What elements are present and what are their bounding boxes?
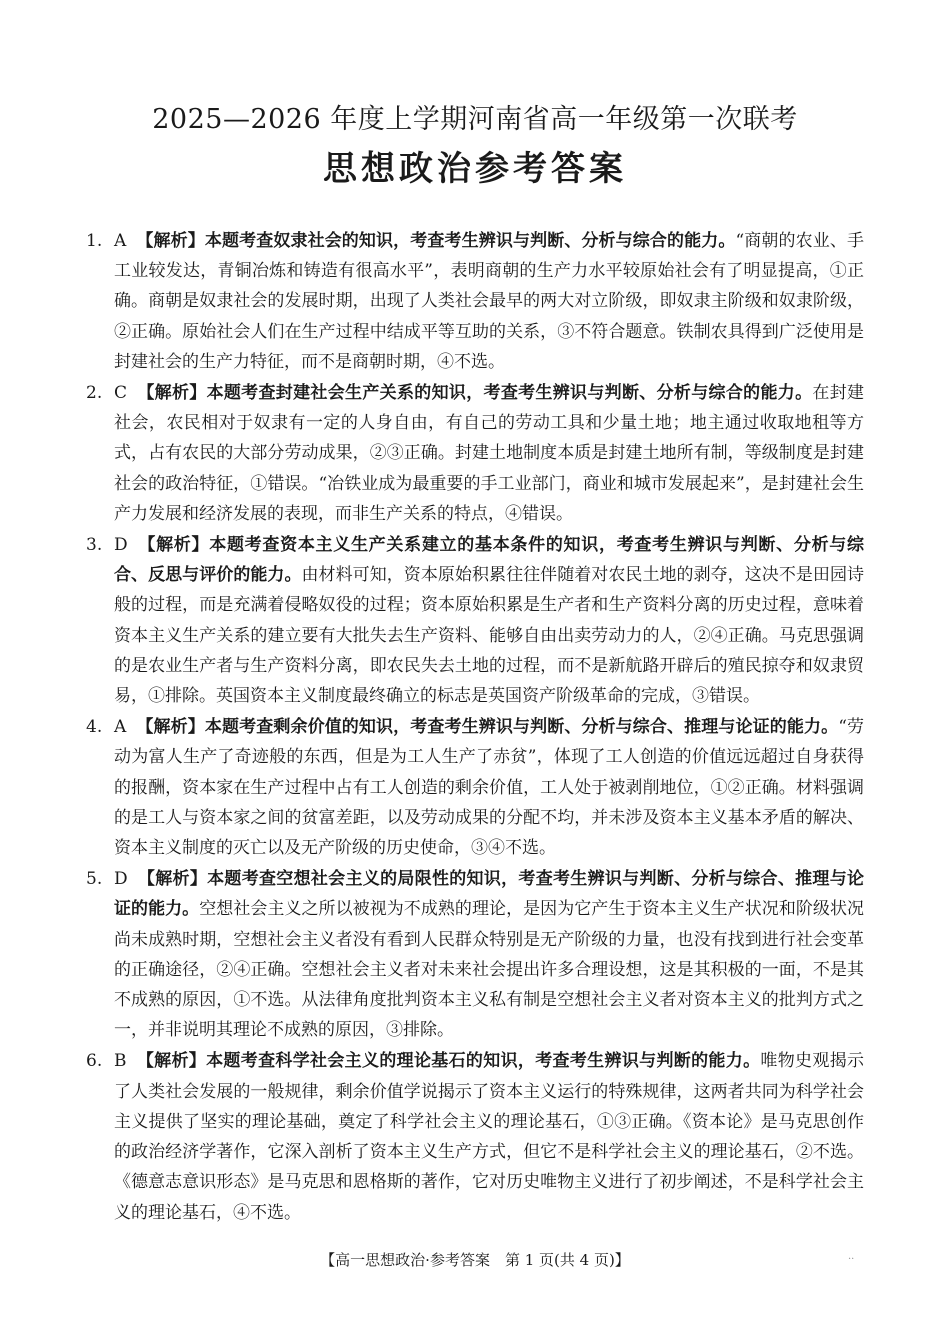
answer-option: C: [114, 383, 128, 404]
analysis-lead: 本题考查封建社会生产关系的知识，考查考生辨识与判断、分析与综合的能力。: [206, 383, 813, 404]
question-number: 4.: [86, 717, 103, 738]
analysis-lead: 本题考查空想社会主义的局限性的知识，考查考生辨识与判断、分析与综合、推理与论证的能力。: [114, 869, 865, 920]
answer-option: D: [114, 535, 128, 556]
question-number: 5.: [86, 869, 103, 890]
answer-text: [114, 226, 864, 377]
scan-mark: ··: [848, 1254, 855, 1265]
question-number: 6.: [86, 1051, 103, 1072]
question-number: 2.: [86, 383, 103, 404]
analysis-body: “商朝的农业、手工业较发达，青铜冶炼和铸造有很高水平”，表明商朝的生产力水平较原始社会有了明显提高，①正确。商朝是奴隶社会的发展时期，出现了人类社会最早的两大对立阶级，即奴隶主阶级和奴隶阶级，②正确。原始社会人们在生产过程中结成平等互助的关系，③不符合题意。铁制农具得到广泛使用是封建社会的生产力特征，而不是商朝时期，④不选。: [114, 231, 865, 372]
analysis-body: 空想社会主义之所以被视为不成熟的理论，是因为它产生于资本主义生产状况和阶级状况尚未成熟时期，空想社会主义者没有看到人民群众特别是无产阶级的力量，也没有找到进行社会变革的正确途径，②④正确。空想社会主义者对未来社会提出许多合理设想，这是其积极的一面，不是其不成熟的原因，①不选。从法律角度批判资本主义私有制是空想社会主义者对资本主义的批判方式之一，并非说明其理论不成熟的原因，③排除。: [114, 899, 865, 1041]
answer-text: [114, 530, 864, 711]
answer-text: [114, 712, 864, 863]
analysis-lead: 本题考查剩余价值的知识，考查考生辨识与判断、分析与综合、推理与论证的能力。: [204, 717, 839, 738]
answer-text: [114, 864, 864, 1045]
analysis-body: “劳动为富人生产了奇迹般的东西，但是为工人生产了赤贫”，体现了工人创造的价值远远超过自身获得的报酬，资本家在生产过程中占有工人创造的剩余价值，工人处于被剥削地位，①②正确。材料强调的是工人与资本家之间的贫富差距，以及劳动成果的分配不均，并未涉及资本主义基本矛盾的解决、资本主义制度的灭亡以及无产阶级的历史使命，③④不选。: [114, 717, 865, 859]
answer-text: [114, 1046, 864, 1227]
analysis-tag: 【解析】: [136, 717, 205, 738]
analysis-tag: 【解析】: [137, 535, 210, 556]
analysis-body: 由材料可知，资本原始积累往往伴随着对农民土地的剥夺，这决不是田园诗般的过程，而是充满着侵略奴役的过程；资本原始积累是生产者和生产资料分离的历史过程，意味着资本主义生产关系的建立要有大批失去生产资料、能够自由出卖劳动力的人，②④正确。马克思强调的是农业生产者与生产资料分离，即农民失去土地的过程，而不是新航路开辟后的殖民掠夺和奴隶贸易，①排除。英国资本主义制度最终确立的标志是英国资产阶级革命的完成，③错误。: [114, 565, 865, 707]
answer-item-6: [86, 1046, 864, 1227]
page-footer: 【高一思想政治·参考答案 第 1 页(共 4 页)】: [320, 1251, 630, 1269]
answer-item-5: [86, 864, 864, 1045]
answer-list: [86, 226, 864, 1229]
answer-option: D: [114, 869, 128, 890]
document-title: 思想政治参考答案: [323, 149, 627, 189]
analysis-tag: 【解析】: [137, 383, 207, 404]
answer-option: B: [114, 1051, 127, 1072]
question-number: 3.: [86, 535, 103, 556]
analysis-tag: 【解析】: [136, 231, 205, 251]
exam-title: 2025—2026 年度上学期河南省高一年级第一次联考: [152, 104, 798, 135]
analysis-lead: 本题考查资本主义生产关系建立的基本条件的知识，考查考生辨识与判断、分析与综合、反思与评价的能力。: [114, 535, 865, 586]
answer-item-2: [86, 378, 864, 529]
analysis-body: 在封建社会，农民相对于奴隶有一定的人身自由，有自己的劳动工具和少量土地；地主通过收取地租等方式，占有农民的大部分劳动成果，②③正确。封建土地制度本质是封建土地所有制，等级制度是封建社会的政治特征，①错误。“冶铁业成为最重要的手工业部门，商业和城市发展起来”，是封建社会生产力发展和经济发展的表现，而非生产关系的特点，④错误。: [114, 383, 865, 524]
analysis-tag: 【解析】: [136, 1051, 207, 1072]
question-number: 1.: [86, 231, 103, 251]
answer-option: A: [114, 231, 127, 251]
analysis-tag: 【解析】: [137, 869, 208, 890]
analysis-lead: 本题考查科学社会主义的理论基石的知识，考查考生辨识与判断的能力。: [206, 1051, 761, 1072]
answer-item-4: [86, 712, 864, 863]
answer-option: A: [114, 717, 127, 738]
analysis-body: 唯物史观揭示了人类社会发展的一般规律，剩余价值学说揭示了资本主义运行的特殊规律，这两者共同为科学社会主义提供了坚实的理论基础，奠定了科学社会主义的理论基石，①③正确。《资本论》是马克思创作的政治经济学著作，它深入剖析了资本主义生产方式，但它不是科学社会主义的理论基石，②不选。《德意志意识形态》是马克思和恩格斯的著作，它对历史唯物主义进行了初步阐述，不是科学社会主义的理论基石，④不选。: [114, 1051, 865, 1223]
answer-item-1: [86, 226, 864, 377]
analysis-lead: 本题考查奴隶社会的知识，考查考生辨识与判断、分析与综合的能力。: [204, 231, 736, 251]
answer-item-3: [86, 530, 864, 711]
answer-text: [114, 378, 864, 529]
